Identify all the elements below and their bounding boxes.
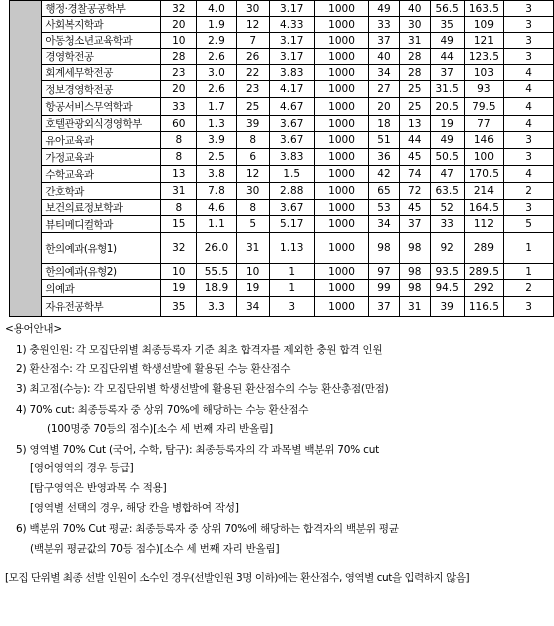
value-cell: 292 bbox=[464, 280, 504, 297]
department-name-cell: 한의예과(유형2) bbox=[42, 264, 161, 280]
value-cell: 31 bbox=[236, 233, 269, 264]
department-name-cell: 호텔관광외식경영학부 bbox=[42, 116, 161, 132]
value-cell: 3.83 bbox=[269, 149, 314, 166]
value-cell: 12 bbox=[236, 166, 269, 183]
note-1: 1) 충원인원: 각 모집단위별 최종등록자 기준 최초 합격자를 제외한 충원 합격 인원 bbox=[16, 344, 383, 356]
department-name-cell: 항공서비스무역학과 bbox=[42, 98, 161, 116]
value-cell: 8 bbox=[161, 132, 197, 149]
table-row bbox=[10, 233, 554, 264]
value-cell: 32 bbox=[161, 1, 197, 17]
value-cell: 74 bbox=[399, 166, 430, 183]
value-cell: 98 bbox=[369, 233, 399, 264]
department-name-cell: 사회복지학과 bbox=[42, 17, 161, 33]
value-cell: 1000 bbox=[314, 33, 369, 49]
value-cell: 1.7 bbox=[197, 98, 236, 116]
value-cell: 1000 bbox=[314, 233, 369, 264]
value-cell: 3.3 bbox=[197, 297, 236, 317]
department-name-cell: 경영학전공 bbox=[42, 49, 161, 65]
value-cell: 92 bbox=[430, 233, 464, 264]
value-cell: 164.5 bbox=[464, 200, 504, 216]
value-cell: 18.9 bbox=[197, 280, 236, 297]
value-cell: 1000 bbox=[314, 98, 369, 116]
value-cell: 36 bbox=[369, 149, 399, 166]
value-cell: 35 bbox=[430, 17, 464, 33]
table-row bbox=[10, 81, 554, 98]
value-cell: 72 bbox=[399, 183, 430, 200]
value-cell: 1.1 bbox=[197, 216, 236, 233]
value-cell: 3.67 bbox=[269, 116, 314, 132]
value-cell: 37 bbox=[399, 216, 430, 233]
value-cell: 109 bbox=[464, 17, 504, 33]
value-cell: 1.13 bbox=[269, 233, 314, 264]
value-cell: 3 bbox=[269, 297, 314, 317]
value-cell: 31.5 bbox=[430, 81, 464, 98]
value-cell: 10 bbox=[161, 33, 197, 49]
value-cell: 2 bbox=[504, 280, 554, 297]
value-cell: 56.5 bbox=[430, 1, 464, 17]
table-row bbox=[10, 17, 554, 33]
value-cell: 2.9 bbox=[197, 33, 236, 49]
value-cell: 2.88 bbox=[269, 183, 314, 200]
value-cell: 93 bbox=[464, 81, 504, 98]
notes-heading: <용어안내> bbox=[5, 323, 62, 335]
department-name-cell: 한의예과(유형1) bbox=[42, 233, 161, 264]
value-cell: 77 bbox=[464, 116, 504, 132]
value-cell: 44 bbox=[399, 132, 430, 149]
value-cell: 1 bbox=[504, 233, 554, 264]
value-cell: 37 bbox=[369, 33, 399, 49]
value-cell: 2.5 bbox=[197, 149, 236, 166]
department-name-cell: 정보경영학전공 bbox=[42, 81, 161, 98]
value-cell: 1000 bbox=[314, 216, 369, 233]
category-cell bbox=[10, 1, 42, 317]
department-name-cell: 수학교육과 bbox=[42, 166, 161, 183]
value-cell: 123.5 bbox=[464, 49, 504, 65]
value-cell: 18 bbox=[369, 116, 399, 132]
value-cell: 60 bbox=[161, 116, 197, 132]
value-cell: 49 bbox=[430, 33, 464, 49]
value-cell: 20 bbox=[161, 81, 197, 98]
value-cell: 13 bbox=[161, 166, 197, 183]
table-row bbox=[10, 166, 554, 183]
value-cell: 20.5 bbox=[430, 98, 464, 116]
table-row bbox=[10, 65, 554, 81]
value-cell: 28 bbox=[161, 49, 197, 65]
value-cell: 116.5 bbox=[464, 297, 504, 317]
value-cell: 1000 bbox=[314, 17, 369, 33]
table-row bbox=[10, 200, 554, 216]
value-cell: 25 bbox=[399, 81, 430, 98]
value-cell: 1000 bbox=[314, 166, 369, 183]
value-cell: 50.5 bbox=[430, 149, 464, 166]
value-cell: 3 bbox=[504, 297, 554, 317]
department-name-cell: 보건의료정보학과 bbox=[42, 200, 161, 216]
value-cell: 34 bbox=[369, 216, 399, 233]
value-cell: 22 bbox=[236, 65, 269, 81]
value-cell: 45 bbox=[399, 149, 430, 166]
value-cell: 8 bbox=[236, 200, 269, 216]
value-cell: 1.5 bbox=[269, 166, 314, 183]
department-name-cell: 자유전공학부 bbox=[42, 297, 161, 317]
value-cell: 55.5 bbox=[197, 264, 236, 280]
value-cell: 112 bbox=[464, 216, 504, 233]
value-cell: 1.3 bbox=[197, 116, 236, 132]
value-cell: 4.17 bbox=[269, 81, 314, 98]
value-cell: 15 bbox=[161, 216, 197, 233]
table-row bbox=[10, 264, 554, 280]
value-cell: 65 bbox=[369, 183, 399, 200]
value-cell: 4.33 bbox=[269, 17, 314, 33]
value-cell: 1000 bbox=[314, 264, 369, 280]
value-cell: 3.17 bbox=[269, 33, 314, 49]
table-row bbox=[10, 297, 554, 317]
value-cell: 26.0 bbox=[197, 233, 236, 264]
note-5-elective: [영역별 선택의 경우, 해당 칸을 병합하여 작성] bbox=[30, 502, 239, 514]
value-cell: 103 bbox=[464, 65, 504, 81]
value-cell: 1000 bbox=[314, 149, 369, 166]
value-cell: 49 bbox=[430, 132, 464, 149]
value-cell: 79.5 bbox=[464, 98, 504, 116]
value-cell: 3 bbox=[504, 200, 554, 216]
table-row bbox=[10, 116, 554, 132]
value-cell: 99 bbox=[369, 280, 399, 297]
value-cell: 100 bbox=[464, 149, 504, 166]
value-cell: 4 bbox=[504, 166, 554, 183]
department-name-cell: 가정교육과 bbox=[42, 149, 161, 166]
value-cell: 94.5 bbox=[430, 280, 464, 297]
department-name-cell: 아동청소년교육학과 bbox=[42, 33, 161, 49]
value-cell: 20 bbox=[369, 98, 399, 116]
value-cell: 4 bbox=[504, 65, 554, 81]
table-row bbox=[10, 132, 554, 149]
admission-results-table bbox=[9, 0, 554, 317]
value-cell: 40 bbox=[399, 1, 430, 17]
value-cell: 1000 bbox=[314, 297, 369, 317]
value-cell: 4 bbox=[504, 81, 554, 98]
note-4-detail: (100명중 70등의 점수)[소수 세 번째 자리 반올림] bbox=[47, 423, 273, 435]
value-cell: 289 bbox=[464, 233, 504, 264]
value-cell: 2.6 bbox=[197, 81, 236, 98]
value-cell: 10 bbox=[236, 264, 269, 280]
value-cell: 33 bbox=[430, 216, 464, 233]
value-cell: 163.5 bbox=[464, 1, 504, 17]
value-cell: 8 bbox=[161, 149, 197, 166]
value-cell: 3.83 bbox=[269, 65, 314, 81]
value-cell: 31 bbox=[161, 183, 197, 200]
value-cell: 30 bbox=[399, 17, 430, 33]
value-cell: 20 bbox=[161, 17, 197, 33]
value-cell: 98 bbox=[399, 280, 430, 297]
table-row bbox=[10, 216, 554, 233]
value-cell: 12 bbox=[236, 17, 269, 33]
value-cell: 7 bbox=[236, 33, 269, 49]
value-cell: 3.67 bbox=[269, 132, 314, 149]
note-3: 3) 최고점(수능): 각 모집단위별 학생선발에 활용된 환산점수의 수능 환산총점(만점) bbox=[16, 383, 389, 395]
department-name-cell: 유아교육과 bbox=[42, 132, 161, 149]
value-cell: 8 bbox=[161, 200, 197, 216]
value-cell: 3.67 bbox=[269, 200, 314, 216]
value-cell: 1000 bbox=[314, 132, 369, 149]
value-cell: 5.17 bbox=[269, 216, 314, 233]
value-cell: 34 bbox=[236, 297, 269, 317]
value-cell: 1 bbox=[269, 280, 314, 297]
table-row bbox=[10, 280, 554, 297]
value-cell: 3 bbox=[504, 149, 554, 166]
value-cell: 1000 bbox=[314, 280, 369, 297]
value-cell: 45 bbox=[399, 200, 430, 216]
value-cell: 19 bbox=[161, 280, 197, 297]
value-cell: 3.17 bbox=[269, 1, 314, 17]
table-row bbox=[10, 149, 554, 166]
value-cell: 19 bbox=[236, 280, 269, 297]
value-cell: 170.5 bbox=[464, 166, 504, 183]
value-cell: 3.0 bbox=[197, 65, 236, 81]
value-cell: 1 bbox=[269, 264, 314, 280]
value-cell: 52 bbox=[430, 200, 464, 216]
value-cell: 53 bbox=[369, 200, 399, 216]
value-cell: 10 bbox=[161, 264, 197, 280]
value-cell: 23 bbox=[161, 65, 197, 81]
note-5: 5) 영역별 70% Cut (국어, 수학, 탐구): 최종등록자의 각 과목별 백분위 70% cut bbox=[16, 444, 380, 456]
note-4: 4) 70% cut: 최종등록자 중 상위 70%에 해당하는 수능 환산점수 bbox=[16, 404, 309, 416]
value-cell: 98 bbox=[399, 264, 430, 280]
value-cell: 1.9 bbox=[197, 17, 236, 33]
value-cell: 44 bbox=[430, 49, 464, 65]
value-cell: 13 bbox=[399, 116, 430, 132]
value-cell: 4.67 bbox=[269, 98, 314, 116]
value-cell: 5 bbox=[504, 216, 554, 233]
value-cell: 4.6 bbox=[197, 200, 236, 216]
value-cell: 2.6 bbox=[197, 49, 236, 65]
value-cell: 40 bbox=[369, 49, 399, 65]
value-cell: 51 bbox=[369, 132, 399, 149]
value-cell: 25 bbox=[399, 98, 430, 116]
value-cell: 146 bbox=[464, 132, 504, 149]
value-cell: 214 bbox=[464, 183, 504, 200]
value-cell: 39 bbox=[236, 116, 269, 132]
department-name-cell: 간호학과 bbox=[42, 183, 161, 200]
value-cell: 3.9 bbox=[197, 132, 236, 149]
value-cell: 33 bbox=[161, 98, 197, 116]
table-row bbox=[10, 1, 554, 17]
value-cell: 37 bbox=[369, 297, 399, 317]
value-cell: 93.5 bbox=[430, 264, 464, 280]
value-cell: 1000 bbox=[314, 200, 369, 216]
value-cell: 47 bbox=[430, 166, 464, 183]
value-cell: 30 bbox=[236, 183, 269, 200]
value-cell: 26 bbox=[236, 49, 269, 65]
value-cell: 7.8 bbox=[197, 183, 236, 200]
value-cell: 30 bbox=[236, 1, 269, 17]
value-cell: 35 bbox=[161, 297, 197, 317]
value-cell: 3.8 bbox=[197, 166, 236, 183]
value-cell: 28 bbox=[399, 49, 430, 65]
value-cell: 19 bbox=[430, 116, 464, 132]
value-cell: 1 bbox=[504, 264, 554, 280]
value-cell: 2 bbox=[504, 183, 554, 200]
value-cell: 3.17 bbox=[269, 49, 314, 65]
value-cell: 3 bbox=[504, 17, 554, 33]
note-6: 6) 백분위 70% Cut 평균: 최종등록자 중 상위 70%에 해당하는 합격자의 백분위 평균 bbox=[16, 523, 399, 535]
value-cell: 32 bbox=[161, 233, 197, 264]
value-cell: 1000 bbox=[314, 183, 369, 200]
value-cell: 63.5 bbox=[430, 183, 464, 200]
value-cell: 1000 bbox=[314, 81, 369, 98]
value-cell: 34 bbox=[369, 65, 399, 81]
value-cell: 5 bbox=[236, 216, 269, 233]
department-name-cell: 행정·경찰공공학부 bbox=[42, 1, 161, 17]
value-cell: 31 bbox=[399, 33, 430, 49]
department-name-cell: 의예과 bbox=[42, 280, 161, 297]
value-cell: 121 bbox=[464, 33, 504, 49]
value-cell: 1000 bbox=[314, 116, 369, 132]
value-cell: 37 bbox=[430, 65, 464, 81]
value-cell: 97 bbox=[369, 264, 399, 280]
value-cell: 23 bbox=[236, 81, 269, 98]
value-cell: 31 bbox=[399, 297, 430, 317]
value-cell: 289.5 bbox=[464, 264, 504, 280]
table-row bbox=[10, 183, 554, 200]
value-cell: 98 bbox=[399, 233, 430, 264]
note-5-inquiry: [탐구영역은 반영과목 수 적용] bbox=[30, 482, 167, 494]
value-cell: 4 bbox=[504, 116, 554, 132]
value-cell: 6 bbox=[236, 149, 269, 166]
value-cell: 1000 bbox=[314, 1, 369, 17]
value-cell: 3 bbox=[504, 49, 554, 65]
note-5-english: [영어영역의 경우 등급] bbox=[30, 462, 134, 474]
value-cell: 3 bbox=[504, 1, 554, 17]
table-row bbox=[10, 49, 554, 65]
value-cell: 28 bbox=[399, 65, 430, 81]
value-cell: 33 bbox=[369, 17, 399, 33]
footer-note: [모집 단위별 최종 선발 인원이 소수인 경우(선발인원 3명 이하)에는 환산점수, 영역별 cut을 입력하지 않음] bbox=[5, 572, 470, 584]
value-cell: 49 bbox=[369, 1, 399, 17]
department-name-cell: 뷰티메디컬학과 bbox=[42, 216, 161, 233]
value-cell: 8 bbox=[236, 132, 269, 149]
value-cell: 1000 bbox=[314, 49, 369, 65]
value-cell: 1000 bbox=[314, 65, 369, 81]
value-cell: 42 bbox=[369, 166, 399, 183]
value-cell: 25 bbox=[236, 98, 269, 116]
value-cell: 3 bbox=[504, 132, 554, 149]
department-name-cell: 회계세무학전공 bbox=[42, 65, 161, 81]
table-row bbox=[10, 33, 554, 49]
value-cell: 4 bbox=[504, 98, 554, 116]
table-row bbox=[10, 98, 554, 116]
value-cell: 4.0 bbox=[197, 1, 236, 17]
note-2: 2) 환산점수: 각 모집단위별 학생선발에 활용된 수능 환산점수 bbox=[16, 363, 291, 375]
value-cell: 3 bbox=[504, 33, 554, 49]
value-cell: 27 bbox=[369, 81, 399, 98]
note-6-detail: (백분위 평균값의 70등 점수)[소수 세 번째 자리 반올림] bbox=[30, 543, 280, 555]
value-cell: 39 bbox=[430, 297, 464, 317]
